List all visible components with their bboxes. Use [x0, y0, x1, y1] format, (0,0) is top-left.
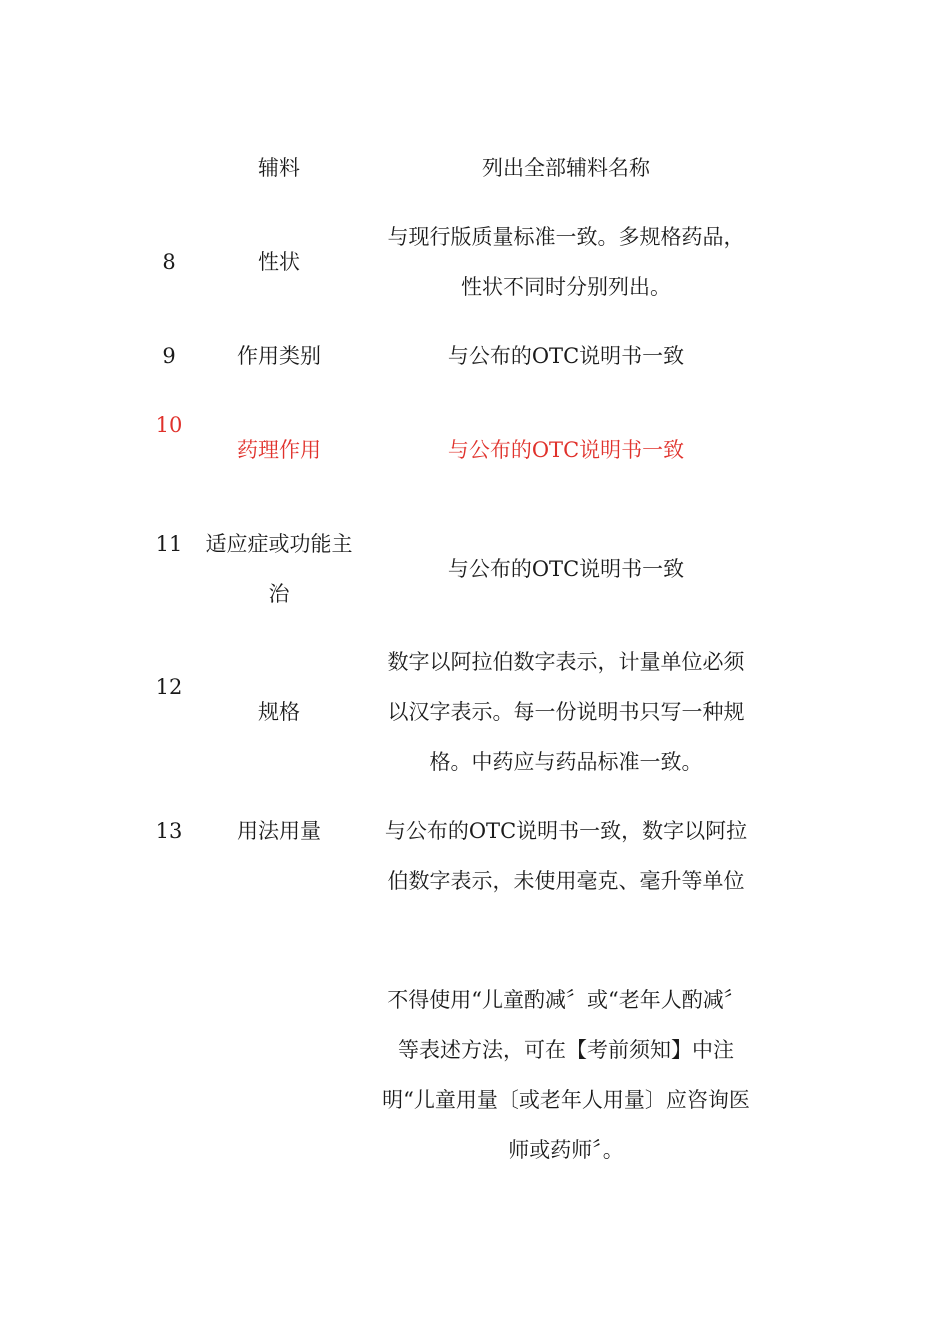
row-number-10: 10: [155, 413, 183, 437]
item-dosage: 用法用量: [237, 819, 321, 843]
item-excipients: 辅料: [258, 156, 300, 180]
row-number-12: 12: [155, 675, 183, 699]
row-number-8: 8: [162, 250, 176, 274]
item-appearance: 性状: [258, 250, 300, 274]
row-number-9: 9: [162, 344, 176, 368]
item-specification: 规格: [258, 700, 300, 724]
row-number-11: 11: [155, 532, 183, 556]
requirement-category: 与公布的OTC说明书一致: [447, 344, 685, 368]
requirement-pharmacology: 与公布的OTC说明书一致: [447, 438, 685, 462]
requirement-dosage: 与公布的OTC说明书一致，数字以阿拉伯数字表示，未使用毫克、毫升等单位: [384, 819, 748, 893]
item-indications: 适应症或功能主治: [205, 532, 353, 606]
row-number-13: 13: [155, 819, 183, 843]
item-pharmacology: 药理作用: [237, 438, 321, 462]
requirement-excipients: 列出全部辅料名称: [482, 156, 650, 180]
item-category: 作用类别: [237, 344, 321, 368]
requirement-appearance: 与现行版质量标准一致。多规格药品，性状不同时分别列出。: [387, 225, 745, 299]
requirement-indications: 与公布的OTC说明书一致: [447, 557, 685, 581]
dosage-note: 不得使用“儿童酌减〞或“老年人酌减〞等表述方法，可在【考前须知】中注明“儿童用量〔或老年人用量〕应咨询医师或药师〞。: [382, 988, 750, 1162]
requirement-specification: 数字以阿拉伯数字表示，计量单位必须以汉字表示。每一份说明书只写一种规格。中药应与药品标准一致。: [387, 650, 745, 774]
